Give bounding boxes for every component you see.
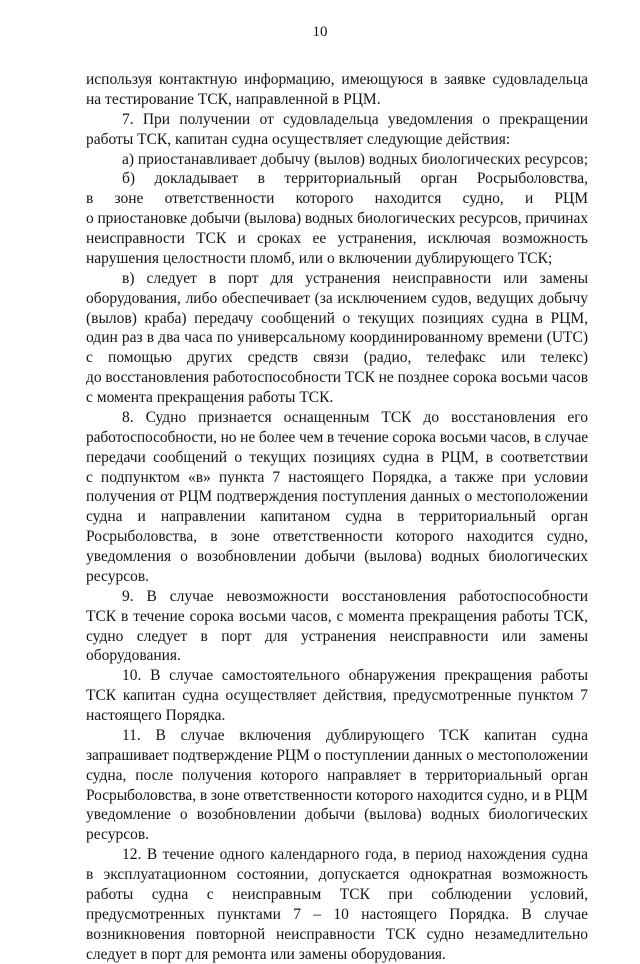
text-line: а) приостанавливает добычу (вылов) водных биологических ресурсов;	[86, 150, 588, 170]
text-line: 12. В течение одного календарного года, в период нахождения судна	[86, 845, 588, 865]
text-line: получения от РЦМ подтверждения поступления данных о местоположении	[86, 487, 588, 507]
text-line: ТСК в течение сорока восьми часов, с момента прекращения работы ТСК,	[86, 607, 588, 627]
document-body	[86, 70, 588, 964]
text-line: в) следует в порт для устранения неисправности или замены	[86, 269, 588, 289]
text-line: уведомления о возобновлении добычи (вылова) водных биологических	[86, 547, 588, 567]
text-line: до восстановления работоспособности ТСК не позднее сорока восьми часов	[86, 368, 588, 388]
text-line: (вылов) краба) передачу сообщений о текущих позициях судна в РЦМ,	[86, 309, 588, 329]
text-line: 9. В случае невозможности восстановления работоспособности	[86, 587, 588, 607]
text-line: передачи сообщений о текущих позициях судна в РЦМ, в соответствии	[86, 448, 588, 468]
text-line: 8. Судно признается оснащенным ТСК до восстановления его	[86, 408, 588, 428]
text-line: 7. При получении от судовладельца уведомления о прекращении	[86, 110, 588, 130]
text-line: на тестирование ТСК, направленной в РЦМ.	[86, 90, 588, 110]
text-line: судно следует в порт для устранения неисправности или замены	[86, 627, 588, 647]
text-line: с подпунктом «в» пункта 7 настоящего Порядка, а также при условии	[86, 468, 588, 488]
text-line: возникновения повторной неисправности ТСК судно незамедлительно	[86, 925, 588, 945]
text-line: ресурсов.	[86, 567, 588, 587]
text-line: 10. В случае самостоятельного обнаружения прекращения работы	[86, 666, 588, 686]
text-line: следует в порт для ремонта или замены оборудования.	[86, 945, 588, 964]
text-line: ресурсов.	[86, 825, 588, 845]
text-line: 11. В случае включения дублирующего ТСК капитан судна	[86, 726, 588, 746]
text-line: Росрыболовства, в зоне ответственности которого находится судно, и в РЦМ	[86, 786, 588, 806]
text-line: б) докладывает в территориальный орган Росрыболовства,	[86, 169, 588, 189]
text-line: нарушения целостности пломб, или о включении дублирующего ТСК;	[86, 249, 588, 269]
text-line: оборудования, либо обеспечивает (за исключением судов, ведущих добычу	[86, 289, 588, 309]
text-line: с момента прекращения работы ТСК.	[86, 388, 588, 408]
text-line: в зоне ответственности которого находится судно, и РЦМ	[86, 189, 588, 209]
text-line: настоящего Порядка.	[86, 706, 588, 726]
text-line: работоспособности, но не более чем в течение сорока восьми часов, в случае	[86, 428, 588, 448]
text-line: судна, после получения которого направляет в территориальный орган	[86, 766, 588, 786]
page-number: 10	[0, 24, 640, 41]
text-line: запрашивает подтверждение РЦМ о поступлении данных о местоположении	[86, 746, 588, 766]
text-line: работы судна с неисправным ТСК при соблюдении условий,	[86, 885, 588, 905]
text-line: судна и направлении капитаном судна в территориальный орган	[86, 507, 588, 527]
text-line: ТСК капитан судна осуществляет действия, предусмотренные пунктом 7	[86, 686, 588, 706]
text-line: уведомление о возобновлении добычи (вылова) водных биологических	[86, 805, 588, 825]
text-line: в эксплуатационном состоянии, допускается однократная возможность	[86, 865, 588, 885]
text-line: один раз в два часа по универсальному координированному времени (UTC)	[86, 328, 588, 348]
text-line: оборудования.	[86, 646, 588, 666]
text-line: неисправности ТСК и сроках ее устранения, исключая возможность	[86, 229, 588, 249]
text-line: с помощью других средств связи (радио, телефакс или телекс)	[86, 348, 588, 368]
text-line: работы ТСК, капитан судна осуществляет следующие действия:	[86, 130, 588, 150]
text-line: предусмотренных пунктами 7 – 10 настоящего Порядка. В случае	[86, 905, 588, 925]
text-line: используя контактную информацию, имеющуюся в заявке судовладельца	[86, 70, 588, 90]
text-line: о приостановке добычи (вылова) водных биологических ресурсов, причинах	[86, 209, 588, 229]
text-line: Росрыболовства, в зоне ответственности которого находится судно,	[86, 527, 588, 547]
